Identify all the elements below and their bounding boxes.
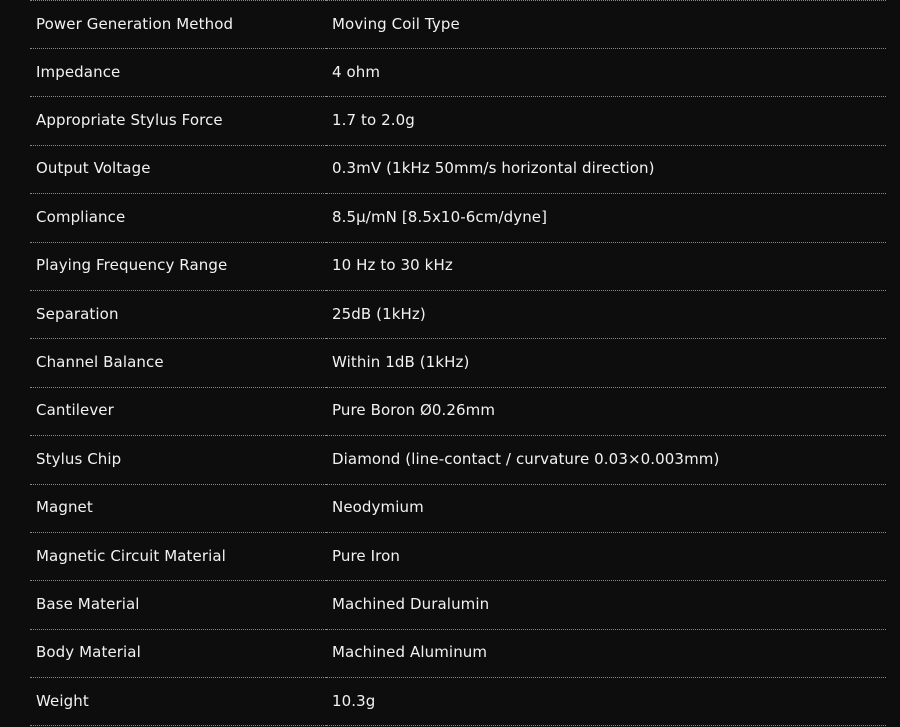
spec-label: Magnet: [36, 498, 93, 517]
spec-value: 10.3g: [332, 691, 376, 710]
spec-row-separation: [30, 290, 886, 338]
specifications-body: [30, 1, 886, 726]
spec-value: Neodymium: [332, 498, 424, 517]
spec-value: 0.3mV (1kHz 50mm/s horizontal direction): [332, 159, 655, 178]
spec-row-body-material: [30, 629, 886, 677]
spec-row-power-generation-method: [30, 1, 886, 49]
spec-value: Pure Iron: [332, 546, 400, 565]
spec-value: Pure Boron Ø0.26mm: [332, 401, 496, 420]
spec-label: Output Voltage: [36, 159, 151, 178]
spec-label: Compliance: [36, 207, 126, 226]
spec-label: Impedance: [36, 62, 121, 81]
spec-label: Stylus Chip: [36, 449, 122, 468]
spec-row-channel-balance: [30, 339, 886, 387]
spec-label: Separation: [36, 304, 119, 323]
spec-value: Machined Aluminum: [332, 643, 488, 662]
spec-value: 10 Hz to 30 kHz: [332, 256, 453, 275]
spec-row-stylus-force: [30, 97, 886, 145]
spec-label: Power Generation Method: [36, 14, 234, 33]
spec-value: Diamond (line-contact / curvature 0.03×0.003mm): [332, 449, 720, 468]
spec-label: Body Material: [36, 643, 141, 662]
spec-value: Moving Coil Type: [332, 14, 460, 33]
spec-label: Magnetic Circuit Material: [36, 546, 226, 565]
spec-row-output-voltage: [30, 145, 886, 193]
spec-row-impedance: [30, 49, 886, 97]
spec-row-base-material: [30, 581, 886, 629]
spec-row-compliance: [30, 194, 886, 242]
spec-row-frequency-range: [30, 242, 886, 290]
spec-value: 1.7 to 2.0g: [332, 111, 415, 130]
spec-label: Appropriate Stylus Force: [36, 111, 223, 130]
spec-value: Within 1dB (1kHz): [332, 353, 470, 372]
specifications-table: [30, 0, 886, 726]
spec-row-magnetic-circuit-material: [30, 532, 886, 580]
spec-row-stylus-chip: [30, 436, 886, 484]
spec-label: Base Material: [36, 594, 140, 613]
spec-label: Cantilever: [36, 401, 114, 420]
spec-value: Machined Duralumin: [332, 594, 490, 613]
spec-row-cantilever: [30, 387, 886, 435]
spec-value: 4 ohm: [332, 62, 381, 81]
spec-value: 8.5μ/mN [8.5x10-6cm/dyne]: [332, 207, 548, 226]
spec-label: Weight: [36, 691, 89, 710]
spec-label: Channel Balance: [36, 353, 164, 372]
spec-value: 25dB (1kHz): [332, 304, 426, 323]
spec-row-magnet: [30, 484, 886, 532]
spec-label: Playing Frequency Range: [36, 256, 228, 275]
spec-row-weight: [30, 678, 886, 726]
